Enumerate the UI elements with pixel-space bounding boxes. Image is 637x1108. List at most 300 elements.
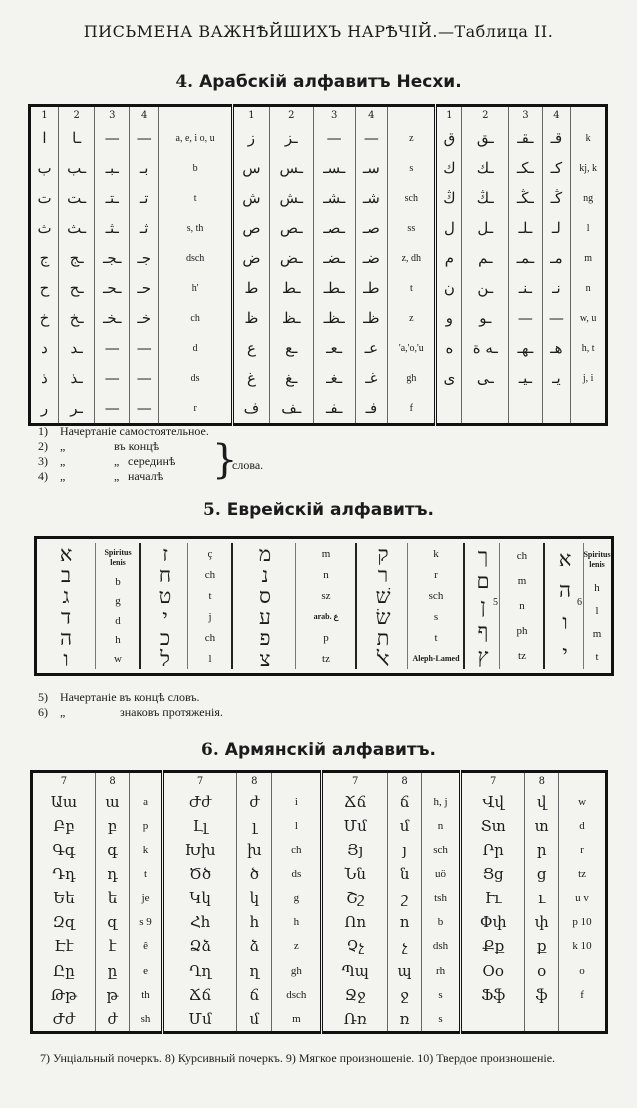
hebrew-section-number: 5. — [202, 500, 221, 520]
arabic-letter: شـ — [355, 183, 388, 213]
note-2-text: въ концѣ — [114, 439, 160, 453]
arabic-letter: — — [509, 303, 542, 333]
arabic-letter: ـضـ — [313, 243, 355, 273]
arabic-letter: — — [95, 393, 130, 425]
armenian-transliteration: rh — [422, 958, 461, 982]
armenian-letter: ձ — [237, 934, 272, 958]
arabic-letter: ـبـ — [95, 153, 130, 183]
hebrew-letter: ק — [377, 541, 389, 566]
arabic-letter: خـ — [130, 303, 159, 333]
armenian-letter: Ֆֆ — [461, 983, 525, 1007]
armenian-transliteration: tsh — [422, 886, 461, 910]
armenian-footnote: 7) Унціальный почеркъ. 8) Курсивный почеркъ. 9) Мягкое произношеніе. 10) Твердое произношеніе. — [40, 1051, 556, 1065]
armenian-letter: թ — [95, 983, 129, 1007]
hebrew-letter: ה — [59, 625, 73, 650]
arabic-letter: عـ — [355, 333, 388, 363]
hebrew-letter: ד — [60, 604, 72, 629]
arabic-row — [30, 213, 607, 243]
hebrew-transliteration: h — [594, 581, 600, 594]
hebrew-transliteration: sch — [428, 589, 444, 602]
armenian-letter: Օօ — [461, 958, 525, 982]
hebrew-letter: ץ — [477, 644, 489, 669]
hebrew-letter: ן — [480, 593, 486, 618]
arabic-letter: ـفـ — [313, 393, 355, 425]
arabic-letter: ـب — [59, 153, 95, 183]
armenian-letter: չ — [388, 934, 422, 958]
arabic-transliteration: n — [571, 273, 607, 303]
arabic-letter: ـظ — [269, 303, 313, 333]
arabic-col-head: 4 — [130, 106, 159, 124]
hebrew-transliteration: m — [592, 628, 602, 641]
hebrew-letter: ט — [158, 583, 172, 608]
armenian-letter: Փփ — [461, 910, 525, 934]
armenian-letter: ժ — [95, 1007, 129, 1033]
hebrew-letter-column — [139, 543, 189, 669]
arabic-row — [30, 243, 607, 273]
note-5-number: 5) — [38, 690, 48, 704]
hebrew-transliteration: Aleph-Lamed — [412, 653, 460, 663]
hebrew-alphabet-table — [34, 536, 614, 676]
arabic-letter: د — [30, 333, 59, 363]
armenian-letter: ո — [388, 910, 422, 934]
arabic-letter: ظ — [233, 303, 270, 333]
arabic-letter: ـم — [462, 243, 509, 273]
armenian-col-head: 7 — [162, 772, 236, 790]
hebrew-letter: ע — [259, 604, 271, 629]
armenian-letter: Պպ — [322, 958, 388, 982]
armenian-letter: Դդ — [32, 862, 96, 886]
armenian-letter: փ — [525, 910, 559, 934]
hebrew-letter: ﭏ — [376, 646, 390, 671]
arabic-letter: ـع — [269, 333, 313, 363]
hebrew-transliteration: l — [595, 604, 599, 617]
arabic-notes — [38, 424, 438, 484]
arabic-col-head: 4 — [355, 106, 388, 124]
hebrew-transliteration-column — [499, 543, 544, 669]
arabic-letter: ـج — [59, 243, 95, 273]
arabic-letter: ـس — [269, 153, 313, 183]
hebrew-letter: ך — [477, 543, 489, 568]
arabic-section-name: Арабскій алфавитъ Несхи. — [199, 72, 462, 92]
armenian-letter: կ — [237, 886, 272, 910]
arabic-letter: لـ — [542, 213, 571, 243]
arabic-col-head: 3 — [313, 106, 355, 124]
armenian-alphabet-table — [30, 770, 608, 1034]
arabic-transliteration: ds — [159, 363, 233, 393]
page-header: ПИСЬМЕНА ВАЖНѢЙШИХЪ НАРѢЧІЙ.—Таблица II. — [83, 22, 554, 41]
armenian-letter: վ — [525, 790, 559, 814]
arabic-letter: ـطـ — [313, 273, 355, 303]
arabic-letter — [462, 393, 509, 425]
arabic-letter: ـڭـ — [509, 183, 542, 213]
arabic-letter: ى — [436, 363, 462, 393]
hebrew-letter: א — [558, 546, 572, 571]
arabic-letter: غـ — [355, 363, 388, 393]
armenian-col-head — [422, 772, 461, 790]
arabic-letter: ـسـ — [313, 153, 355, 183]
arabic-letter: ر — [30, 393, 59, 425]
armenian-row — [32, 983, 607, 1007]
arabic-letter: غ — [233, 363, 270, 393]
arabic-transliteration: sch — [388, 183, 436, 213]
arabic-letter: و — [436, 303, 462, 333]
arabic-letter: ـر — [59, 393, 95, 425]
armenian-header-row — [32, 772, 607, 790]
armenian-letter: Րր — [461, 838, 525, 862]
arabic-transliteration: f — [388, 393, 436, 425]
arabic-transliteration: a, e, i o, u — [159, 123, 233, 153]
hebrew-letter: שׂ — [375, 604, 391, 629]
arabic-letter: ڭـ — [542, 183, 571, 213]
armenian-letter: ա — [95, 790, 129, 814]
note-4-text: началѣ — [128, 469, 164, 483]
armenian-col-head — [130, 772, 163, 790]
armenian-transliteration: tz — [559, 862, 607, 886]
armenian-row — [32, 814, 607, 838]
note-2-ditto: „ — [60, 439, 66, 453]
arabic-letter: ص — [233, 213, 270, 243]
arabic-letter: — — [130, 363, 159, 393]
armenian-transliteration: gh — [272, 958, 322, 982]
armenian-transliteration: f — [559, 983, 607, 1007]
hebrew-letter: ו — [63, 646, 69, 671]
arabic-letter: ـه ة — [462, 333, 509, 363]
armenian-transliteration: h, j — [422, 790, 461, 814]
hebrew-transliteration: arab. ع — [313, 611, 339, 621]
armenian-letter: Նն — [322, 862, 388, 886]
armenian-letter: Ժժ — [32, 1007, 96, 1033]
armenian-letter: Թթ — [32, 983, 96, 1007]
note-6-number: 6) — [38, 705, 48, 719]
arabic-transliteration: r — [159, 393, 233, 425]
arabic-alphabet-table — [28, 104, 608, 426]
arabic-letter: ـط — [269, 273, 313, 303]
armenian-section-title — [0, 740, 637, 760]
hebrew-letter: ב — [60, 562, 72, 587]
arabic-transliteration: m — [571, 243, 607, 273]
hebrew-transliteration: tz — [518, 650, 526, 663]
armenian-letter: Վվ — [461, 790, 525, 814]
note-5-text: Начертаніе въ концѣ словъ. — [60, 690, 200, 704]
hebrew-letter: ס — [259, 583, 271, 608]
arabic-letter: — — [313, 123, 355, 153]
hebrew-section-name: Еврейскій алфавитъ. — [226, 500, 435, 520]
note-1-text: Начертаніе самостоятельное. — [60, 424, 209, 438]
armenian-letter: է — [95, 934, 129, 958]
armenian-letter: ռ — [388, 1007, 422, 1033]
hebrew-letter: י — [562, 641, 568, 666]
armenian-letter: ճ — [237, 983, 272, 1007]
hebrew-transliteration: g — [115, 595, 121, 608]
armenian-letter: ճ — [388, 790, 422, 814]
arabic-letter: يـ — [542, 363, 571, 393]
armenian-letter: տ — [525, 814, 559, 838]
hebrew-letter-column — [37, 543, 95, 669]
hebrew-transliteration: s — [433, 610, 439, 623]
hebrew-transliteration: Spiritus lenis — [583, 549, 611, 569]
armenian-row — [32, 910, 607, 934]
hebrew-transliteration: n — [519, 599, 525, 612]
armenian-letter: Զզ — [32, 910, 96, 934]
arabic-transliteration: dsch — [159, 243, 233, 273]
arabic-transliteration: kj, k — [571, 153, 607, 183]
armenian-transliteration: l — [272, 814, 322, 838]
armenian-row — [32, 958, 607, 982]
arabic-letter: كـ — [542, 153, 571, 183]
armenian-letter — [525, 1007, 559, 1033]
hebrew-letter: י — [162, 604, 168, 629]
arabic-letter: ض — [233, 243, 270, 273]
note-2-number: 2) — [38, 439, 48, 453]
armenian-transliteration: t — [130, 862, 163, 886]
arabic-letter: ـى — [462, 363, 509, 393]
hebrew-letter: ח — [158, 562, 172, 587]
arabic-letter: ـخ — [59, 303, 95, 333]
armenian-transliteration: m — [272, 1007, 322, 1033]
arabic-letter: فـ — [355, 393, 388, 425]
armenian-transliteration: k — [130, 838, 163, 862]
arabic-header-row — [30, 106, 607, 124]
armenian-letter: Ճճ — [322, 790, 388, 814]
arabic-letter: بـ — [130, 153, 159, 183]
armenian-letter: Եե — [32, 886, 96, 910]
hebrew-letter: ג — [62, 583, 70, 608]
hebrew-transliteration: m — [321, 547, 331, 560]
hebrew-transliteration: t — [595, 651, 599, 664]
armenian-section-number: 6. — [201, 740, 219, 760]
notes-brace-label: слова. — [232, 458, 264, 472]
hebrew-letter: ז — [162, 541, 168, 566]
armenian-letter: Ցց — [461, 862, 525, 886]
armenian-transliteration: g — [272, 886, 322, 910]
hebrew-transliteration: r — [434, 568, 438, 581]
armenian-letter: Էէ — [32, 934, 96, 958]
armenian-transliteration: s — [422, 983, 461, 1007]
note-3-number: 3) — [38, 454, 48, 468]
armenian-letter: Աա — [32, 790, 96, 814]
arabic-letter: ج — [30, 243, 59, 273]
armenian-transliteration: th — [130, 983, 163, 1007]
armenian-letter: Ըը — [32, 958, 96, 982]
arabic-letter: — — [542, 303, 571, 333]
armenian-transliteration: s — [422, 1007, 461, 1033]
arabic-letter: ح — [30, 273, 59, 303]
armenian-letter: պ — [388, 958, 422, 982]
hebrew-letter: ו — [562, 609, 568, 634]
hebrew-transliteration-column — [295, 543, 356, 669]
armenian-letter: Հհ — [162, 910, 236, 934]
arabic-letter: ضـ — [355, 243, 388, 273]
arabic-letter: ثـ — [130, 213, 159, 243]
arabic-letter: س — [233, 153, 270, 183]
armenian-transliteration: i — [272, 790, 322, 814]
hebrew-letter: ת — [376, 625, 390, 650]
arabic-row — [30, 273, 607, 303]
armenian-letter: շ — [388, 886, 422, 910]
arabic-letter: ـو — [462, 303, 509, 333]
armenian-letter — [461, 1007, 525, 1033]
armenian-letter: Ժժ — [162, 790, 236, 814]
arabic-row — [30, 303, 607, 333]
arabic-letter: ل — [436, 213, 462, 243]
hebrew-group-number: 6 — [577, 597, 582, 608]
armenian-col-head: 8 — [525, 772, 559, 790]
arabic-letter: طـ — [355, 273, 388, 303]
arabic-letter: ـلـ — [509, 213, 542, 243]
arabic-transliteration: b — [159, 153, 233, 183]
armenian-col-head — [559, 772, 607, 790]
arabic-section-title — [0, 72, 637, 92]
armenian-transliteration: sch — [422, 838, 461, 862]
armenian-letter: խ — [237, 838, 272, 862]
arabic-letter: ـنـ — [509, 273, 542, 303]
hebrew-transliteration: tz — [322, 652, 330, 665]
armenian-letter: Ղղ — [162, 958, 236, 982]
arabic-letter: ـل — [462, 213, 509, 243]
armenian-letter: Ււ — [461, 886, 525, 910]
arabic-transliteration: d — [159, 333, 233, 363]
armenian-letter: յ — [388, 838, 422, 862]
arabic-transliteration: w, u — [571, 303, 607, 333]
arabic-letter: ـشـ — [313, 183, 355, 213]
armenian-transliteration: dsch — [272, 983, 322, 1007]
hebrew-transliteration: p — [323, 631, 329, 644]
arabic-transliteration: ng — [571, 183, 607, 213]
armenian-transliteration: s 9 — [130, 910, 163, 934]
hebrew-letter: ם — [476, 568, 490, 593]
armenian-transliteration: o — [559, 958, 607, 982]
armenian-letter: գ — [95, 838, 129, 862]
arabic-letter: — — [95, 333, 130, 363]
arabic-letter: — — [130, 393, 159, 425]
armenian-transliteration: d — [559, 814, 607, 838]
arabic-col-head: 2 — [59, 106, 95, 124]
armenian-transliteration: sh — [130, 1007, 163, 1033]
armenian-letter: Լլ — [162, 814, 236, 838]
armenian-letter: Մմ — [322, 814, 388, 838]
note-2 — [38, 439, 438, 454]
arabic-col-head: 1 — [233, 106, 270, 124]
hebrew-letter: א — [59, 541, 73, 566]
armenian-letter: դ — [95, 862, 129, 886]
arabic-row — [30, 363, 607, 393]
note-3-ditto-2: „ — [114, 454, 120, 468]
note-1 — [38, 424, 438, 439]
arabic-letter — [542, 393, 571, 425]
arabic-transliteration: k — [571, 123, 607, 153]
armenian-letter: Ջջ — [322, 983, 388, 1007]
hebrew-letter-column — [355, 543, 409, 669]
arabic-letter: ب — [30, 153, 59, 183]
armenian-col-head: 8 — [95, 772, 129, 790]
arabic-row — [30, 153, 607, 183]
note-4-ditto-2: „ — [114, 469, 120, 483]
note-6-text: знаковъ протяженія. — [120, 705, 223, 719]
armenian-letter: ծ — [237, 862, 272, 886]
armenian-letter: Կկ — [162, 886, 236, 910]
arabic-letter: ـك — [462, 153, 509, 183]
hebrew-transliteration: t — [208, 589, 212, 602]
armenian-letter: Քք — [461, 934, 525, 958]
arabic-col-head — [159, 106, 233, 124]
arabic-letter: ڭ — [436, 183, 462, 213]
arabic-letter: ـمـ — [509, 243, 542, 273]
hebrew-transliteration: d — [115, 614, 121, 627]
arabic-letter: ـا — [59, 123, 95, 153]
hebrew-letter: מ — [258, 541, 272, 566]
hebrew-letter: שׁ — [375, 583, 391, 608]
arabic-col-head: 3 — [95, 106, 130, 124]
hebrew-transliteration: m — [517, 574, 527, 587]
arabic-letter: ع — [233, 333, 270, 363]
hebrew-transliteration: k — [433, 547, 439, 560]
armenian-letter: Չչ — [322, 934, 388, 958]
hebrew-section-title — [0, 500, 637, 520]
arabic-transliteration: h, t — [571, 333, 607, 363]
hebrew-transliteration: sz — [321, 589, 331, 602]
arabic-letter: ـص — [269, 213, 313, 243]
arabic-letter: ـز — [269, 123, 313, 153]
arabic-transliteration: 'a,'o,'u — [388, 333, 436, 363]
arabic-col-head: 1 — [30, 106, 59, 124]
hebrew-transliteration: ph — [516, 625, 528, 638]
armenian-row — [32, 790, 607, 814]
armenian-letter: Ոո — [322, 910, 388, 934]
hebrew-letter: נ — [261, 562, 269, 587]
armenian-letter: Մմ — [162, 1007, 236, 1033]
hebrew-letter: ף — [477, 619, 489, 644]
armenian-letter: ք — [525, 934, 559, 958]
arabic-letter: ـصـ — [313, 213, 355, 243]
armenian-letter: բ — [95, 814, 129, 838]
armenian-transliteration: je — [130, 886, 163, 910]
arabic-letter: ـف — [269, 393, 313, 425]
armenian-transliteration: w — [559, 790, 607, 814]
arabic-letter: ن — [436, 273, 462, 303]
hebrew-transliteration: ch — [516, 549, 528, 562]
arabic-letter: ه — [436, 333, 462, 363]
arabic-letter — [509, 393, 542, 425]
armenian-letter: ղ — [237, 958, 272, 982]
note-4-number: 4) — [38, 469, 48, 483]
armenian-col-head: 7 — [322, 772, 388, 790]
armenian-transliteration: uö — [422, 862, 461, 886]
arabic-letter: ظـ — [355, 303, 388, 333]
arabic-transliteration: s — [388, 153, 436, 183]
note-1-number: 1) — [38, 424, 48, 438]
arabic-letter: ـق — [462, 123, 509, 153]
hebrew-transliteration: j — [208, 610, 212, 623]
note-6 — [38, 705, 223, 720]
arabic-transliteration: z — [388, 303, 436, 333]
arabic-letter: ـعـ — [313, 333, 355, 363]
arabic-row — [30, 333, 607, 363]
armenian-letter: հ — [237, 910, 272, 934]
armenian-col-head: 8 — [237, 772, 272, 790]
arabic-letter: قـ — [542, 123, 571, 153]
arabic-transliteration: h' — [159, 273, 233, 303]
armenian-letter: զ — [95, 910, 129, 934]
arabic-transliteration: z — [388, 123, 436, 153]
armenian-letter: լ — [237, 814, 272, 838]
hebrew-letter-column — [231, 543, 297, 669]
armenian-transliteration: ê — [130, 934, 163, 958]
arabic-letter: — — [95, 363, 130, 393]
arabic-letter: ـن — [462, 273, 509, 303]
arabic-letter: ـكـ — [509, 153, 542, 183]
arabic-col-head — [571, 106, 607, 124]
armenian-transliteration: h — [272, 910, 322, 934]
